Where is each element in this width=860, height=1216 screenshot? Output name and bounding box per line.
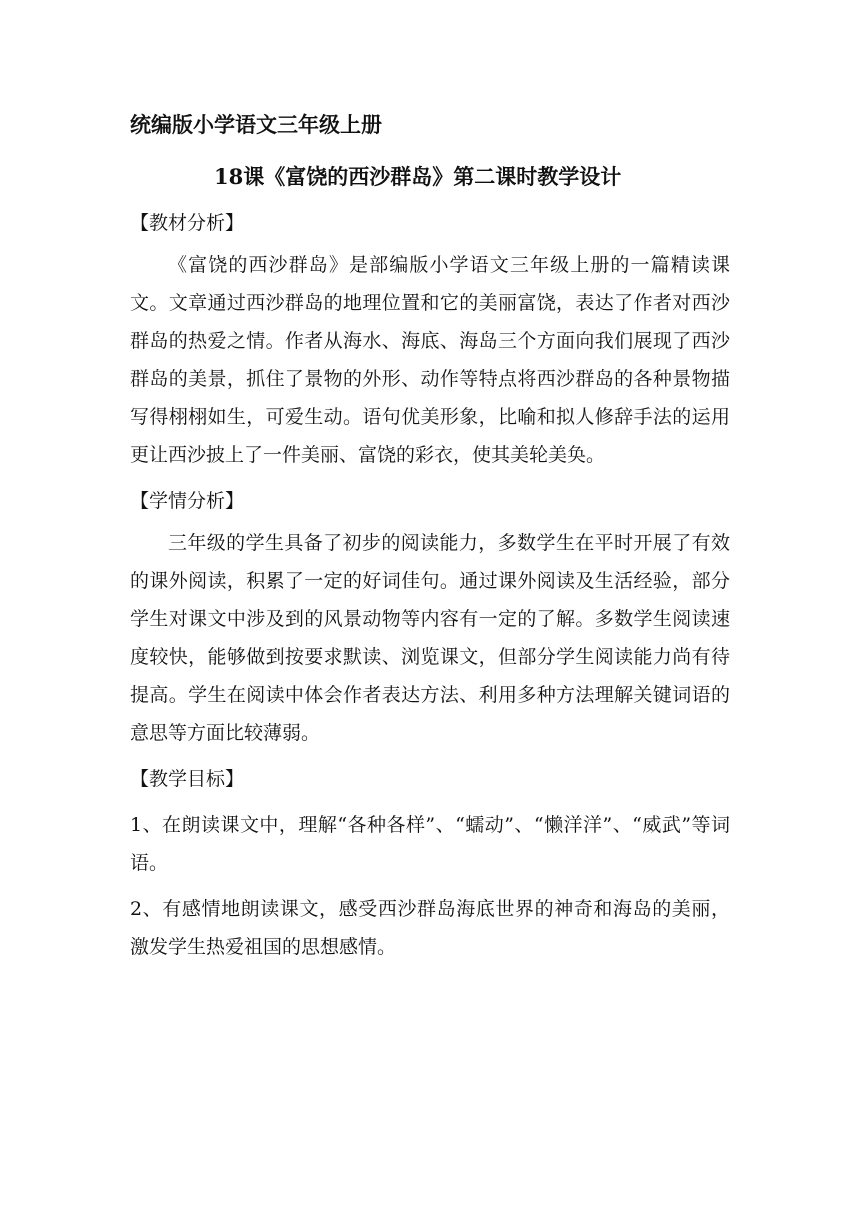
student-analysis-paragraph: 三年级的学生具备了初步的阅读能力，多数学生在平时开展了有效的课外阅读，积累了一定的好词佳句。通过课外阅读及生活经验，部分学生对课文中涉及到的风景动物等内容有一定的了解。多数学生阅读速度较快，能够做到按要求默读、浏览课文，但部分学生阅读能力尚有待提高。学生在阅读中体会作者表达方法、利用多种方法理解关键词语的意思等方面比较薄弱。 <box>130 532 730 744</box>
document-title: 18课《富饶的西沙群岛》第二课时教学设计 <box>214 164 622 189</box>
objective-item-1: 1、在朗读课文中，理解“各种各样”、“蠕动”、“懒洋洋”、“威武”等词语。 <box>130 814 730 874</box>
section-heading-textbook-analysis: 【教材分析】 <box>130 212 245 234</box>
textbook-analysis-paragraph: 《富饶的西沙群岛》是部编版小学语文三年级上册的一篇精读课文。文章通过西沙群岛的地理位置和它的美丽富饶，表达了作者对西沙群岛的热爱之情。作者从海水、海底、海岛三个方面向我们展现了西沙群岛的美景，抓住了景物的外形、动作等特点将西沙群岛的各种景物描写得栩栩如生，可爱生动。语句优美形象，比喻和拟人修辞手法的运用更让西沙披上了一件美丽、富饶的彩衣，使其美轮美奂。 <box>130 254 730 466</box>
section-heading-teaching-objectives: 【教学目标】 <box>130 768 245 790</box>
section-heading-student-analysis: 【学情分析】 <box>130 490 245 512</box>
series-label: 统编版小学语文三年级上册 <box>130 112 382 137</box>
objective-item-2: 2、有感情地朗读课文，感受西沙群岛海底世界的神奇和海岛的美丽，激发学生热爱祖国的思想感情。 <box>130 898 730 958</box>
document-body <box>130 106 730 966</box>
